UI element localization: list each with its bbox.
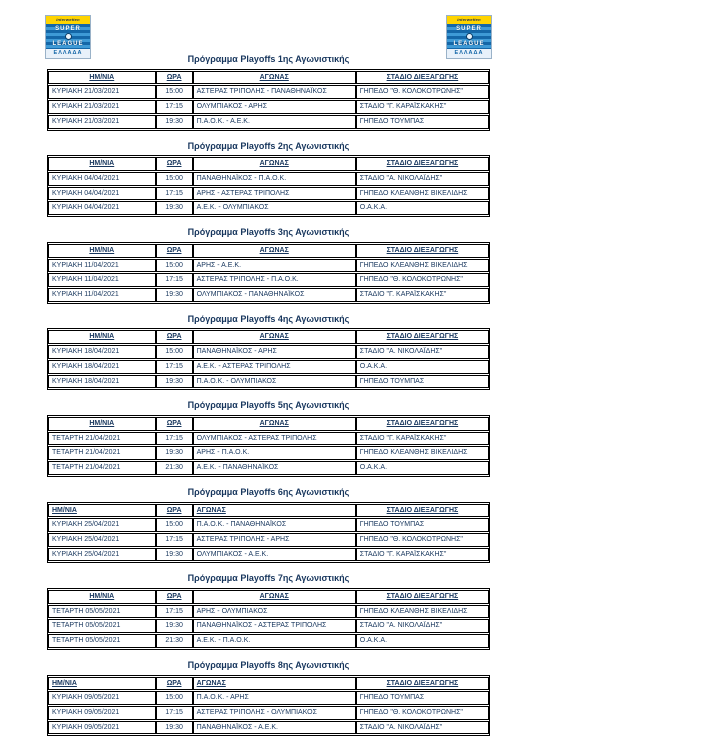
time-cell: 17:15 <box>156 187 193 201</box>
match-row <box>48 721 489 735</box>
column-header-3: ΣΤΑΔΙΟ ΔΙΕΞΑΓΩΓΗΣ <box>356 71 489 85</box>
match-cell: ΑΣΤΕΡΑΣ ΤΡΙΠΟΛΗΣ - Π.Α.Ο.Κ. <box>193 273 356 287</box>
match-row <box>48 172 489 186</box>
match-row <box>48 187 489 201</box>
date-cell: ΚΥΡΙΑΚΗ 18/04/2021 <box>48 345 156 359</box>
logo-word-league: LEAGUE <box>453 41 485 47</box>
header-row <box>48 417 489 431</box>
column-header-2: ΑΓΩΝΑΣ <box>193 417 356 431</box>
match-row <box>48 259 489 273</box>
header-row <box>48 157 489 171</box>
match-row <box>48 345 489 359</box>
match-cell: Π.Α.Ο.Κ. - ΑΡΗΣ <box>193 691 356 705</box>
column-header-0: ΗΜ/ΝΙΑ <box>48 504 156 518</box>
match-cell: Π.Α.Ο.Κ. - ΟΛΥΜΠΙΑΚΟΣ <box>193 375 356 389</box>
column-header-3: ΣΤΑΔΙΟ ΔΙΕΞΑΓΩΓΗΣ <box>356 677 489 691</box>
match-cell: ΟΛΥΜΠΙΑΚΟΣ - ΠΑΝΑΘΗΝΑΪΚΟΣ <box>193 288 356 302</box>
super-league-emblem <box>46 24 90 49</box>
playoff-round-section-7 <box>47 573 490 650</box>
header-row <box>48 677 489 691</box>
time-cell: 17:15 <box>156 605 193 619</box>
logo-country-label: ΕΛΛΑΔΑ <box>46 49 90 58</box>
date-cell: ΚΥΡΙΑΚΗ 25/04/2021 <box>48 518 156 532</box>
playoff-round-section-5 <box>47 400 490 477</box>
section-title: Πρόγραμμα Playoffs 3ης Αγωνιστικής <box>187 227 350 238</box>
playoff-round-section-3 <box>47 227 490 304</box>
stadium-cell: ΓΗΠΕΔΟ ΚΛΕΑΝΘΗΣ ΒΙΚΕΛΙΔΗΣ <box>356 605 489 619</box>
match-row <box>48 706 489 720</box>
date-cell: ΤΕΤΑΡΤΗ 21/04/2021 <box>48 432 156 446</box>
stadium-cell: Ο.Α.Κ.Α. <box>356 201 489 215</box>
logo-country-label: ΕΛΛΑΔΑ <box>447 49 491 58</box>
stadium-cell: ΣΤΑΔΙΟ "Α. ΝΙΚΟΛΑΪΔΗΣ" <box>356 172 489 186</box>
section-title: Πρόγραμμα Playoffs 7ης Αγωνιστικής <box>187 573 350 584</box>
super-league-emblem <box>447 24 491 49</box>
stadium-cell: ΣΤΑΔΙΟ "Γ. ΚΑΡΑΪΣΚΑΚΗΣ" <box>356 100 489 114</box>
match-row <box>48 288 489 302</box>
time-cell: 19:30 <box>156 619 193 633</box>
match-cell: ΟΛΥΜΠΙΑΚΟΣ - ΑΡΗΣ <box>193 100 356 114</box>
date-cell: ΚΥΡΙΑΚΗ 21/03/2021 <box>48 115 156 129</box>
match-cell: ΑΣΤΕΡΑΣ ΤΡΙΠΟΛΗΣ - ΟΛΥΜΠΙΑΚΟΣ <box>193 706 356 720</box>
match-cell: ΑΡΗΣ - Α.Ε.Κ. <box>193 259 356 273</box>
column-header-0: ΗΜ/ΝΙΑ <box>48 71 156 85</box>
time-cell: 19:30 <box>156 115 193 129</box>
date-cell: ΤΕΤΑΡΤΗ 05/05/2021 <box>48 634 156 648</box>
stadium-cell: ΣΤΑΔΙΟ "Γ. ΚΑΡΑΪΣΚΑΚΗΣ" <box>356 288 489 302</box>
section-title: Πρόγραμμα Playoffs 6ης Αγωνιστικής <box>187 486 350 497</box>
match-row <box>48 100 489 114</box>
stadium-cell: ΓΗΠΕΔΟ "Θ. ΚΟΛΟΚΟΤΡΩΝΗΣ" <box>356 85 489 99</box>
date-cell: ΚΥΡΙΑΚΗ 21/03/2021 <box>48 100 156 114</box>
column-header-1: ΩΡΑ <box>156 157 193 171</box>
stadium-cell: ΓΗΠΕΔΟ "Θ. ΚΟΛΟΚΟΤΡΩΝΗΣ" <box>356 533 489 547</box>
column-header-1: ΩΡΑ <box>156 677 193 691</box>
stadium-cell: Ο.Α.Κ.Α. <box>356 634 489 648</box>
time-cell: 21:30 <box>156 634 193 648</box>
stadium-cell: ΓΗΠΕΔΟ ΚΛΕΑΝΘΗΣ ΒΙΚΕΛΙΔΗΣ <box>356 259 489 273</box>
match-row <box>48 691 489 705</box>
column-header-3: ΣΤΑΔΙΟ ΔΙΕΞΑΓΩΓΗΣ <box>356 590 489 604</box>
time-cell: 17:15 <box>156 432 193 446</box>
stadium-cell: ΓΗΠΕΔΟ ΤΟΥΜΠΑΣ <box>356 691 489 705</box>
match-cell: Α.Ε.Κ. - ΑΣΤΕΡΑΣ ΤΡΙΠΟΛΗΣ <box>193 360 356 374</box>
stadium-cell: ΓΗΠΕΔΟ ΤΟΥΜΠΑΣ <box>356 115 489 129</box>
stadium-cell: ΓΗΠΕΔΟ ΤΟΥΜΠΑΣ <box>356 518 489 532</box>
column-header-0: ΗΜ/ΝΙΑ <box>48 417 156 431</box>
header-row <box>48 244 489 258</box>
section-title: Πρόγραμμα Playoffs 2ης Αγωνιστικής <box>187 140 350 151</box>
header-row <box>48 330 489 344</box>
column-header-0: ΗΜ/ΝΙΑ <box>48 590 156 604</box>
time-cell: 15:00 <box>156 691 193 705</box>
match-cell: ΠΑΝΑΘΗΝΑΪΚΟΣ - Π.Α.Ο.Κ. <box>193 172 356 186</box>
match-cell: ΠΑΝΑΘΗΝΑΪΚΟΣ - ΑΣΤΕΡΑΣ ΤΡΙΠΟΛΗΣ <box>193 619 356 633</box>
match-cell: Π.Α.Ο.Κ. - ΠΑΝΑΘΗΝΑΪΚΟΣ <box>193 518 356 532</box>
header-row <box>48 504 489 518</box>
stadium-cell: ΣΤΑΔΙΟ "Γ. ΚΑΡΑΪΣΚΑΚΗΣ" <box>356 432 489 446</box>
stadium-cell: ΣΤΑΔΙΟ "Α. ΝΙΚΟΛΑΪΔΗΣ" <box>356 345 489 359</box>
match-cell: Α.Ε.Κ. - ΟΛΥΜΠΙΑΚΟΣ <box>193 201 356 215</box>
stadium-cell: ΓΗΠΕΔΟ ΤΟΥΜΠΑΣ <box>356 375 489 389</box>
section-title: Πρόγραμμα Playoffs 4ης Αγωνιστικής <box>187 313 350 324</box>
column-header-2: ΑΓΩΝΑΣ <box>193 244 356 258</box>
date-cell: ΚΥΡΙΑΚΗ 25/04/2021 <box>48 548 156 562</box>
match-row <box>48 461 489 475</box>
time-cell: 19:30 <box>156 721 193 735</box>
column-header-3: ΣΤΑΔΙΟ ΔΙΕΞΑΓΩΓΗΣ <box>356 157 489 171</box>
date-cell: ΚΥΡΙΑΚΗ 04/04/2021 <box>48 201 156 215</box>
column-header-2: ΑΓΩΝΑΣ <box>193 71 356 85</box>
match-cell: ΟΛΥΜΠΙΑΚΟΣ - ΑΣΤΕΡΑΣ ΤΡΙΠΟΛΗΣ <box>193 432 356 446</box>
match-cell: ΑΣΤΕΡΑΣ ΤΡΙΠΟΛΗΣ - ΠΑΝΑΘΗΝΑΪΚΟΣ <box>193 85 356 99</box>
column-header-3: ΣΤΑΔΙΟ ΔΙΕΞΑΓΩΓΗΣ <box>356 244 489 258</box>
match-cell: ΑΡΗΣ - ΟΛΥΜΠΙΑΚΟΣ <box>193 605 356 619</box>
playoff-schedule-sections <box>47 54 490 746</box>
time-cell: 15:00 <box>156 259 193 273</box>
logo-word-super: SUPER <box>456 26 482 32</box>
date-cell: ΚΥΡΙΑΚΗ 11/04/2021 <box>48 288 156 302</box>
match-row <box>48 115 489 129</box>
column-header-2: ΑΓΩΝΑΣ <box>193 504 356 518</box>
time-cell: 19:30 <box>156 201 193 215</box>
column-header-3: ΣΤΑΔΙΟ ΔΙΕΞΑΓΩΓΗΣ <box>356 504 489 518</box>
match-cell: Α.Ε.Κ. - ΠΑΝΑΘΗΝΑΪΚΟΣ <box>193 461 356 475</box>
time-cell: 19:30 <box>156 288 193 302</box>
match-row <box>48 201 489 215</box>
fixtures-table <box>47 328 490 390</box>
column-header-0: ΗΜ/ΝΙΑ <box>48 330 156 344</box>
column-header-1: ΩΡΑ <box>156 417 193 431</box>
date-cell: ΤΕΤΑΡΤΗ 21/04/2021 <box>48 461 156 475</box>
header-row <box>48 590 489 604</box>
time-cell: 17:15 <box>156 100 193 114</box>
match-row <box>48 446 489 460</box>
column-header-1: ΩΡΑ <box>156 244 193 258</box>
match-row <box>48 533 489 547</box>
playoff-round-section-2 <box>47 141 490 218</box>
column-header-1: ΩΡΑ <box>156 330 193 344</box>
match-row <box>48 518 489 532</box>
fixtures-table <box>47 588 490 650</box>
match-cell: ΠΑΝΑΘΗΝΑΪΚΟΣ - Α.Ε.Κ. <box>193 721 356 735</box>
playoff-round-section-8 <box>47 660 490 737</box>
fixtures-table <box>47 155 490 217</box>
column-header-3: ΣΤΑΔΙΟ ΔΙΕΞΑΓΩΓΗΣ <box>356 330 489 344</box>
date-cell: ΚΥΡΙΑΚΗ 04/04/2021 <box>48 187 156 201</box>
match-row <box>48 432 489 446</box>
stadium-cell: ΣΤΑΔΙΟ "Γ. ΚΑΡΑΪΣΚΑΚΗΣ" <box>356 548 489 562</box>
section-title: Πρόγραμμα Playoffs 5ης Αγωνιστικής <box>187 400 350 411</box>
match-cell: ΑΡΗΣ - ΑΣΤΕΡΑΣ ΤΡΙΠΟΛΗΣ <box>193 187 356 201</box>
match-cell: ΠΑΝΑΘΗΝΑΪΚΟΣ - ΑΡΗΣ <box>193 345 356 359</box>
stadium-cell: ΓΗΠΕΔΟ ΚΛΕΑΝΘΗΣ ΒΙΚΕΛΙΔΗΣ <box>356 187 489 201</box>
date-cell: ΚΥΡΙΑΚΗ 09/05/2021 <box>48 706 156 720</box>
time-cell: 17:15 <box>156 533 193 547</box>
interwetten-sponsor-band: interwetten <box>447 16 491 24</box>
date-cell: ΚΥΡΙΑΚΗ 09/05/2021 <box>48 721 156 735</box>
football-icon <box>466 33 473 40</box>
date-cell: ΚΥΡΙΑΚΗ 11/04/2021 <box>48 259 156 273</box>
time-cell: 17:15 <box>156 706 193 720</box>
date-cell: ΚΥΡΙΑΚΗ 09/05/2021 <box>48 691 156 705</box>
date-cell: ΚΥΡΙΑΚΗ 21/03/2021 <box>48 85 156 99</box>
match-cell: ΟΛΥΜΠΙΑΚΟΣ - Α.Ε.Κ. <box>193 548 356 562</box>
date-cell: ΚΥΡΙΑΚΗ 18/04/2021 <box>48 360 156 374</box>
column-header-0: ΗΜ/ΝΙΑ <box>48 244 156 258</box>
playoff-round-section-6 <box>47 487 490 564</box>
super-league-logo-left <box>45 15 91 59</box>
column-header-2: ΑΓΩΝΑΣ <box>193 677 356 691</box>
playoff-round-section-4 <box>47 314 490 391</box>
time-cell: 15:00 <box>156 518 193 532</box>
fixtures-table <box>47 502 490 564</box>
time-cell: 19:30 <box>156 548 193 562</box>
time-cell: 19:30 <box>156 375 193 389</box>
date-cell: ΤΕΤΑΡΤΗ 05/05/2021 <box>48 619 156 633</box>
match-row <box>48 634 489 648</box>
match-cell: ΑΡΗΣ - Π.Α.Ο.Κ. <box>193 446 356 460</box>
time-cell: 17:15 <box>156 360 193 374</box>
fixtures-table <box>47 242 490 304</box>
match-row <box>48 273 489 287</box>
logo-word-super: SUPER <box>55 26 81 32</box>
time-cell: 15:00 <box>156 85 193 99</box>
stadium-cell: ΓΗΠΕΔΟ ΚΛΕΑΝΘΗΣ ΒΙΚΕΛΙΔΗΣ <box>356 446 489 460</box>
column-header-3: ΣΤΑΔΙΟ ΔΙΕΞΑΓΩΓΗΣ <box>356 417 489 431</box>
date-cell: ΚΥΡΙΑΚΗ 04/04/2021 <box>48 172 156 186</box>
stadium-cell: ΣΤΑΔΙΟ "Α. ΝΙΚΟΛΑΪΔΗΣ" <box>356 619 489 633</box>
match-row <box>48 605 489 619</box>
column-header-1: ΩΡΑ <box>156 504 193 518</box>
time-cell: 21:30 <box>156 461 193 475</box>
interwetten-sponsor-band: interwetten <box>46 16 90 24</box>
super-league-logo-right <box>446 15 492 59</box>
time-cell: 15:00 <box>156 345 193 359</box>
fixtures-table <box>47 69 490 131</box>
column-header-2: ΑΓΩΝΑΣ <box>193 157 356 171</box>
match-row <box>48 375 489 389</box>
stadium-cell: Ο.Α.Κ.Α. <box>356 360 489 374</box>
column-header-0: ΗΜ/ΝΙΑ <box>48 677 156 691</box>
section-title: Πρόγραμμα Playoffs 8ης Αγωνιστικής <box>187 659 350 670</box>
logo-word-league: LEAGUE <box>52 41 84 47</box>
football-icon <box>65 33 72 40</box>
date-cell: ΤΕΤΑΡΤΗ 05/05/2021 <box>48 605 156 619</box>
time-cell: 17:15 <box>156 273 193 287</box>
time-cell: 19:30 <box>156 446 193 460</box>
match-cell: ΑΣΤΕΡΑΣ ΤΡΙΠΟΛΗΣ - ΑΡΗΣ <box>193 533 356 547</box>
stadium-cell: ΓΗΠΕΔΟ "Θ. ΚΟΛΟΚΟΤΡΩΝΗΣ" <box>356 706 489 720</box>
playoff-round-section-1 <box>47 54 490 131</box>
date-cell: ΚΥΡΙΑΚΗ 11/04/2021 <box>48 273 156 287</box>
match-cell: Π.Α.Ο.Κ. - Α.Ε.Κ. <box>193 115 356 129</box>
fixtures-table <box>47 675 490 737</box>
column-header-0: ΗΜ/ΝΙΑ <box>48 157 156 171</box>
match-row <box>48 360 489 374</box>
column-header-1: ΩΡΑ <box>156 71 193 85</box>
stadium-cell: ΣΤΑΔΙΟ "Α. ΝΙΚΟΛΑΪΔΗΣ" <box>356 721 489 735</box>
stadium-cell: Ο.Α.Κ.Α. <box>356 461 489 475</box>
match-row <box>48 548 489 562</box>
match-row <box>48 619 489 633</box>
column-header-2: ΑΓΩΝΑΣ <box>193 330 356 344</box>
stadium-cell: ΓΗΠΕΔΟ "Θ. ΚΟΛΟΚΟΤΡΩΝΗΣ" <box>356 273 489 287</box>
header-row <box>48 71 489 85</box>
column-header-2: ΑΓΩΝΑΣ <box>193 590 356 604</box>
match-cell: Α.Ε.Κ. - Π.Α.Ο.Κ. <box>193 634 356 648</box>
date-cell: ΚΥΡΙΑΚΗ 25/04/2021 <box>48 533 156 547</box>
time-cell: 15:00 <box>156 172 193 186</box>
column-header-1: ΩΡΑ <box>156 590 193 604</box>
match-row <box>48 85 489 99</box>
fixtures-table <box>47 415 490 477</box>
date-cell: ΚΥΡΙΑΚΗ 18/04/2021 <box>48 375 156 389</box>
section-title: Πρόγραμμα Playoffs 1ης Αγωνιστικής <box>187 54 350 64</box>
date-cell: ΤΕΤΑΡΤΗ 21/04/2021 <box>48 446 156 460</box>
